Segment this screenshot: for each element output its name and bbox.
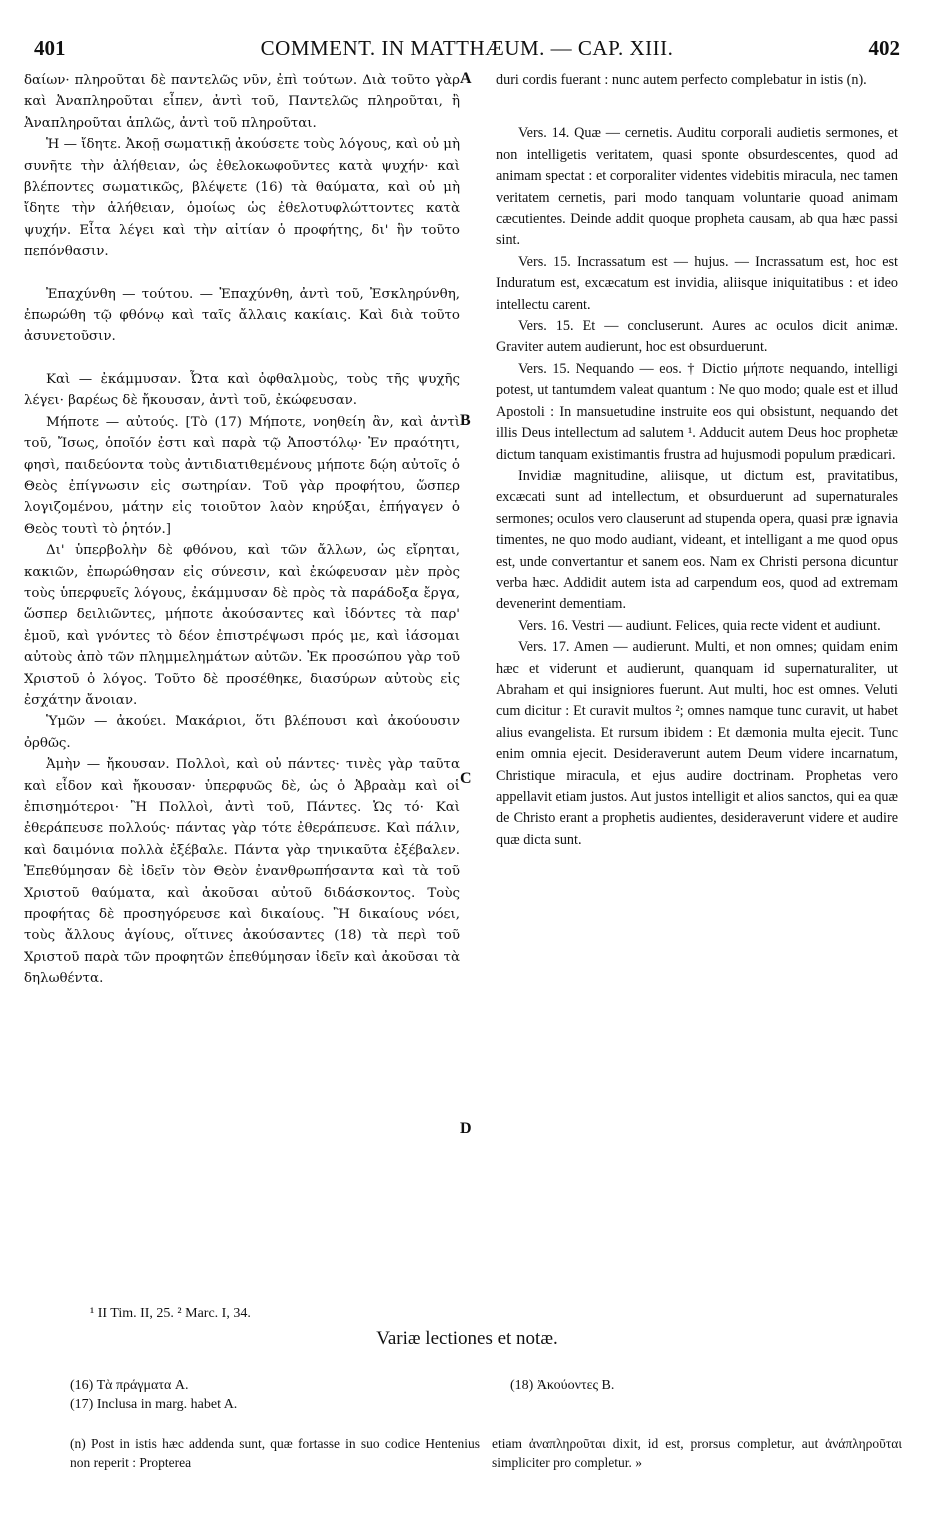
latin-paragraph: duri cordis fuerant : nunc autem perfecto complebatur in istis (n).	[496, 72, 867, 88]
latin-paragraph: Vers. 15. Nequando — eos. † Dictio μήποτε nequando, intelligi potest, ut tantumdem valeat quantum : Ne quo modo; quale est et illud Apostoli : In mansuetudine instruite eos qui obsistunt, nequando det illis Deus intellectum ad salutem ¹. Adducit autem Deus hoc prophetæ dictum tanquam existimantis frustra ad hujusmodi populum prædicari.	[496, 360, 898, 463]
latin-paragraph: Vers. 15. Incrassatum est — hujus. — Incrassatum est, hoc est Induratum est, excæcatum est invidia, aliisque iniquitatibus : et ideo intellectu carent.	[496, 253, 898, 313]
running-title: COMMENT. IN MATTHÆUM. — CAP. XIII.	[260, 36, 674, 60]
variant-item: (18) Ἀκούοντες B.	[510, 1378, 615, 1393]
margin-letter-b: B	[460, 412, 471, 429]
greek-paragraph: Ἐπαχύνθη — τούτου. — Ἐπαχύνθη, ἀντὶ τοῦ, Ἐσκληρύνθη, ἐπωρώθη τῷ φθόνῳ καὶ ταῖς ἄλλαις κακίαις. Καὶ διὰ τοῦτο ἀσυνετοῦσιν.	[24, 286, 460, 345]
greek-paragraph: Ὑμῶν — ἀκούει. Μακάριοι, ὅτι βλέπουσι καὶ ἀκούουσιν ὀρθῶς.	[24, 714, 460, 751]
greek-paragraph: Καὶ — ἐκάμμυσαν. Ὦτα καὶ ὀφθαλμοὺς, τοὺς τῆς ψυχῆς λέγει· βαρέως δὲ ἤκουσαν, ἀντὶ τοῦ, ἐκώφευσαν.	[24, 371, 460, 409]
latin-paragraph: Vers. 14. Quæ — cernetis. Auditu corporali audietis sermones, et non intelligetis veritatem, quasi sponte obsurdescentes, quod ad animam spectat : et corporaliter videntes videbitis miracula, nec tamen veritatem cernetis, pari modo tanquam voluntarie quoad animam cæcutientes. Deinde addit quoque propheta causam, ab qua hæc passi sint.	[496, 125, 898, 249]
page-number-left: 401	[34, 36, 66, 60]
latin-paragraph: Vers. 15. Et — concluserunt. Aures ac oculos dicit animæ. Graviter autem audierunt, hoc est obsurduerunt.	[496, 318, 898, 356]
latin-paragraph: Invidiæ magnitudine, aliisque, ut dictum est, pravitatibus, excæcati sunt ad intellectum, et obsurduerunt ad supernaturales sermones; oculos vero clauserunt ad stupenda opera, quasi præ ignavia timentes, ne quo modo audiant, videant, et intelligant a me quod opus est, unde convertantur et sanem eos. Nam ex Christi persona dicuntur verba hæc. Addidit autem ista ad carpendum eos, quod ad extremam devenerint dementiam.	[496, 467, 898, 613]
greek-column	[24, 70, 460, 990]
variant-list-left	[70, 1376, 450, 1414]
variae-title: Variæ lectiones et notæ.	[376, 1328, 558, 1349]
variant-item: (16) Τὰ πράγματα A.	[70, 1378, 189, 1393]
latin-paragraph: Vers. 16. Vestri — audiunt. Felices, quia recte vident et audiunt.	[518, 617, 881, 634]
editorial-note-left: (n) Post in istis hæc addenda sunt, quæ fortasse in suo codice Hentenius non reperit : Propterea	[70, 1436, 480, 1470]
latin-column	[496, 70, 898, 851]
editorial-note-right: etiam ἀναπληροῦται dixit, id est, prorsus completur, aut ἀνάπληροῦται simpliciter pro completur. »	[492, 1436, 902, 1470]
greek-paragraph: Ἀμὴν — ἤκουσαν. Πολλοὶ, καὶ οὐ πάντες· τινὲς γὰρ ταῦτα καὶ εἶδον καὶ ἤκουσαν· ὑπερφυῶς δὲ, ὡς ὁ Ἀβραὰμ καὶ οἱ ἐπισημότεροι· Ἢ Πολλοὶ, ἀντὶ τοῦ, Πάντες. Ὡς τό· Καὶ ἐθεράπευσε πολλούς· πάντας γὰρ τότε ἐθεράπευσε. Καὶ πάλιν, καὶ δαιμόνια πολλὰ ἐξέβαλε. Πάντα γὰρ τηνικαῦτα ἐξέβαλεν. Ἐπεθύμησαν δὲ ἰδεῖν τὸν Θεὸν ἐνανθρωπήσαντα καὶ τὰ τοῦ Χριστοῦ θαύματα, καὶ ἀκοῦσαι αὐτοῦ διδάσκοντος. Τοὺς προφήτας δὲ προσηγόρευσε καὶ δικαίους. Ἢ δικαίους νόει, τοὺς ἄλλους ἁγίους, οἵτινες ἀκούσαντες (18) τὰ περὶ τοῦ Χριστοῦ παρὰ τῶν προφητῶν ἐπεθύμησαν ἰδεῖν καὶ ἀκοῦσαι τὰ δηλωθέντα.	[24, 757, 460, 987]
variant-list-right	[510, 1376, 900, 1395]
footnote-references: ¹ II Tim. II, 25. ² Marc. I, 34.	[90, 1306, 251, 1321]
margin-letter-d: D	[460, 1120, 472, 1137]
greek-paragraph: Δι' ὑπερβολὴν δὲ φθόνου, καὶ τῶν ἄλλων, ὡς εἴρηται, κακιῶν, ἐπωρώθησαν εἰς σύνεσιν, καὶ ἐκώφευσαν μὲν πρὸς τοὺς ὑπερφυεῖς λόγους, ἐκάμμυσαν δὲ πρὸς τὰ παράδοξα ἔργα, ὥσπερ δειλιῶντες, μήποτε ἀκούσαντες καὶ ἰδόντες τὰ παρ' ἐμοῦ, καὶ γνόντες τὸ δέον ἐπιστρέψωσι πρός με, καὶ ἰάσομαι αὐτοὺς ἀπὸ τῶν πλημμελημάτων αὐτῶν. Ἐκ προσώπου γὰρ τοῦ Χριστοῦ ὁ λόγος. Τοῦτο δὲ προσέθηκε, διασύρων αὐτοὺς εἰς ἐσχάτην ἄνοιαν.	[24, 543, 460, 708]
page-header	[34, 36, 900, 66]
latin-paragraph: Vers. 17. Amen — audierunt. Multi, et non omnes; quidam enim hæc et viderunt et audierunt, quanquam id supernaturaliter, ut Abraham et qui insigniores fuerunt. Aut multi, hoc est omnes. Veluti cum dicitur : Et curavit multos ²; omnes namque tunc curavit, ut habet alius evangelista. Et rursum ibidem : Et dæmonia multa ejecit. Tunc enim omnia ejecit. Desideraverunt autem Deum videre incarnatum, Christique miracula, et ejus audire doctrinam. Prophetas vero appellavit etiam justos. Aut justos intelligit et alios sanctos, qui ea quæ de Christo erant a prophetis audientes, desideraverunt videre et audire quæ dicta sunt.	[496, 639, 898, 848]
margin-letter-c: C	[460, 770, 472, 787]
greek-paragraph: Μήποτε — αὐτούς. [Τὸ (17) Μήποτε, νοηθείη ἂν, καὶ ἀντὶ τοῦ, Ἴσως, ὁποῖόν ἐστι καὶ παρὰ τῷ Ἀποστόλῳ· Ἐν πραότητι, φησὶ, παιδεύοντα τοὺς ἀντιδιατιθεμένους μήποτε δῴη αὐτοῖς ὁ Θεὸς ἐπίγνωσιν εἰς σωτηρίαν. Τοῦ γὰρ προφήτου, ὥσπερ λογιζομένου, μάτην εἰς τοιοῦτον λαὸν κηρύξαι, ἐπήγαγεν ὁ Θεὸς τουτὶ τὸ ῥητόν.]	[24, 414, 460, 537]
page-number-right: 402	[868, 36, 900, 60]
variant-item: (17) Inclusa in marg. habet A.	[70, 1397, 238, 1412]
greek-paragraph: Ἡ — ἴδητε. Ἀκοῇ σωματικῇ ἀκούσετε τοὺς λόγους, καὶ οὐ μὴ συνῆτε τὴν ἀλήθειαν, ὡς ἐθελοκωφοῦντες κατὰ ψυχήν· καὶ βλέποντες σωματικῶς, βλέψετε (16) τὰ θαύματα, καὶ οὐ μὴ ἴδητε τὴν ἀλήθειαν, ὁμοίως ὡς ἐθελοτυφλώττοντες κατὰ ψυχήν. Εἶτα λέγει καὶ τὴν αἰτίαν ὁ προφήτης, δι' ἣν τοῦτο πεπόνθασιν.	[24, 137, 460, 260]
margin-letter-a: A	[460, 70, 472, 87]
greek-paragraph: δαίων· πληροῦται δὲ παντελῶς νῦν, ἐπὶ τούτων. Διὰ τοῦτο γὰρ καὶ Ἀναπληροῦται εἶπεν, ἀντὶ τοῦ, Παντελῶς πληροῦται, ἢ Ἀναπληροῦται ἁπλῶς, ἀντὶ τοῦ πληροῦται.	[24, 73, 460, 131]
